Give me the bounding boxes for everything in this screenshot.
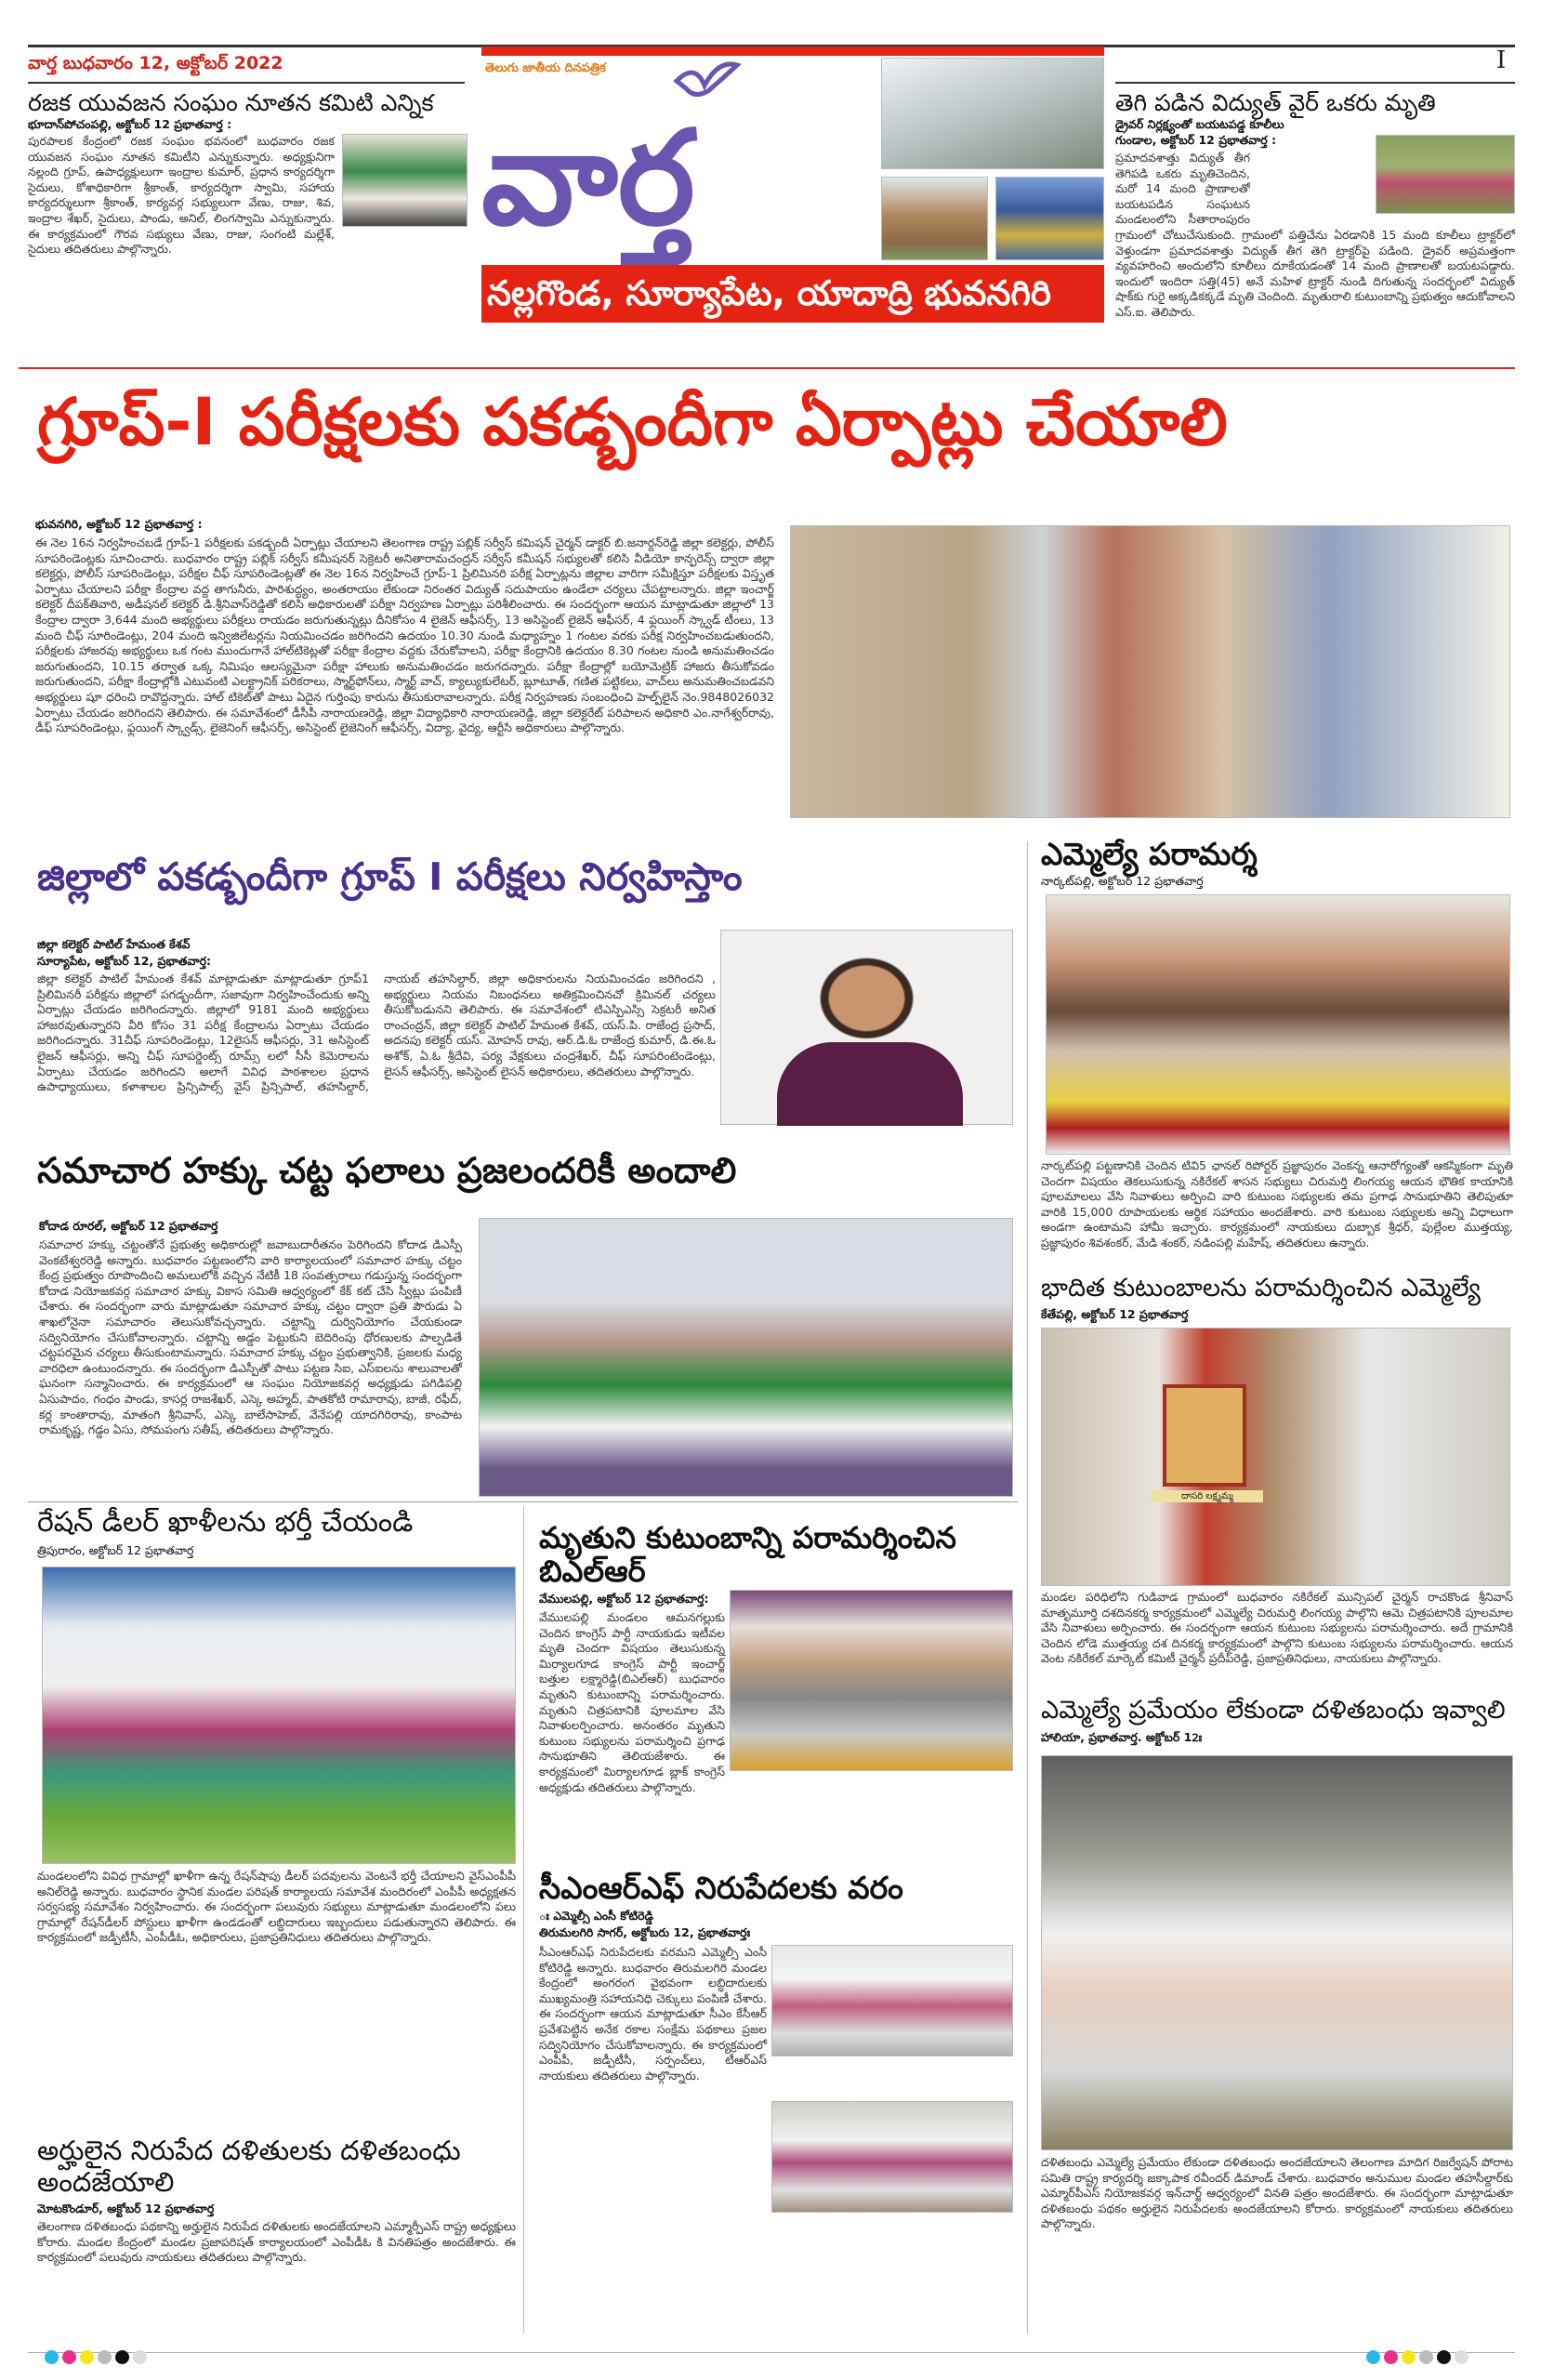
collector-shirt [777, 1042, 963, 1126]
headline: మృతుని కుటుంబాన్ని పరామర్శించిన బిఎల్ఆర్ [539, 1520, 956, 1589]
light-dot-icon [1455, 2350, 1468, 2364]
subheadline: ః ఎమ్మెల్సీ ఎంసీ కోటిరెడ్డి [539, 1909, 653, 1923]
article-body: పురపాలక కేంద్రంలో రజక సంఘం భవనంలో బుధవారం రజక యువజన సంఘం నూతన కమిటీని ఎన్నుకున్నారు. అధ్యక్షునిగా నల్లంది గ్రూప్, ఉపాధ్యక్షులుగా ఇంద్రాల కుమార్, ప్రధాన కార్యదర్శిగా సైదులు, కోశాధికారిగా శ్రీకాంత్, కార్యదర్శిగా స్వామి, సహాయ కార్యదర్శులుగా శ్రీకాంత్, కార్యవర్గ సభ్యులుగా వేణు, రాజు, శివ, ఇంద్రాల శేఖర్, సైదులు, పాండు, అనిల్, లింగస్వామి ఎన్నుకున్నారు. ఈ కార్యక్రమంలో గౌరవ సభ్యులు వేణు, రాజు, సంగంటి మల్లేశ్, సైదులు తదితరులు పాల్గొన్నారు. [28, 134, 335, 257]
rajaka-photo [342, 134, 468, 227]
article-text: ప్రమాదవశాత్తు విద్యుత్ తీగ తెగిపడి ఒకరు మృతిచెందిన, మరో 14 మంది ప్రాణాలతో బయటపడిన సంఘటన మండలంలోని సీతారాంపురం గ్రామంలో చోటుచేసుకుంది. గ్రామంలో పత్తిచేను ఏరడానికి 15 మంది కూలీలు ట్రాక్టర్‌లో వెళ్తుండగా ప్రమాదవశాత్తు విద్యుత్ తీగ తెగి ట్రాక్టర్‌పై పడింది. డ్రైవర్ అప్రమత్తంగా వ్యవహరించి అందులోని కూలీలు దూకేయడంతో 14 మంది ప్రాణాలతో బయటపడ్డారు. ఇందులో ఇందిరా సత్తి(45) అనే మహిళ ట్రాక్టర్ నుండి దిగుతున్న సందర్భంలో విద్యుత్ షాక్‌కు గురై అక్కడికక్కడే మృతి చెందింది. మృతురాలి కుటుంబాన్ని ప్రభుత్వం ఆదుకోవాలని ఎస్.ఐ. తెలిపారు. [1115, 151, 1515, 319]
temple-photo [881, 177, 988, 260]
collector-photo [720, 930, 1013, 1125]
yellow-dot-icon [80, 2350, 94, 2364]
bottom-rule [28, 2352, 1515, 2353]
section-rule [19, 367, 1515, 369]
headline: తెగి పడిన విద్యుత్ వైర్ ఒకరు మృతి [1115, 89, 1436, 116]
page-number: I [1496, 46, 1507, 74]
grey-dot-icon [1419, 2350, 1433, 2364]
rule [28, 1501, 1018, 1502]
article-body: నార్కట్‌పల్లి పట్టణానికి చెందిన టివి5 ఛానల్ రిపోర్టర్ ప్రజ్ఞాపురం వెంకన్న ఆనారోగ్యంతో ఆకస్మికంగా మృతి చెందగా విషయం తెకలుసుకున్న నకిరేకల్ శాసన సభ్యులు చిరుమర్తి లింగయ్య ఆయన భౌతిక కాయానికి పూలమాలలు వేసి నివాళులు అర్పించి వారి కుటుంబ సభ్యులకు తమ ప్రగాఢ సానుభూతిని తెలిపుతూ వారికి 15,000 రూపాయలకు ఆర్థిక సహాయం అందజేశారు. వారి కుటుంబ సభ్యులకు అన్ని విధాలుగా అండగా ఉంటామని హామీ ఇచ్చారు. కార్యక్రమంలో నాయకులు దుబ్బాక శ్రీధర్, పుల్లేంల ముత్తయ్య, ప్రజ్ఞాపురం శివశంకర్, మేడి శంకర్, నడింపల్లి మహేష్, తదితరులు ఉన్నారు. [1041, 1158, 1513, 1250]
color-registration-left [45, 2350, 151, 2368]
yellow-dot-icon [1402, 2350, 1416, 2364]
article-body: మండలంలోని వివిధ గ్రామాల్లో ఖాళీగా ఉన్న రేషన్‌షాపు డీలర్ పదవులను వెంటనే భర్తీ చేయాలని వైస్‌ఎంపీపీ అనిల్‌రెడ్డి అన్నారు. బుధవారం స్థానిక మండల పరిషత్ కార్యాలయ సమావేశ మందిరంలో ఎంపీపీ అధ్యక్షతన సర్వసభ్య సమావేశం నిర్వహించారు. ఈ సందర్భంగా పలువురు సభ్యులు మాట్లాడుతూ మండలంలోని పలు గ్రామాల్లో రేషన్‌డీలర్ పోస్టులు ఖాళీగా ఉండడంతో లబ్ధిదారులు ఇబ్బందులు పడుతున్నారని తెలిపారు. ఈ కార్యక్రమంలో జడ్పీటీసీ, ఎంపీడీఓ, అధికారులు, ప్రజాప్రతినిధులు తదితరులు పాల్గొన్నారు. [37, 1869, 516, 1945]
mandal-meeting-photo [42, 1567, 516, 1864]
memorial-photo [1041, 1328, 1510, 1586]
headline: భాదిత కుటుంబాలను పరామర్శించిన ఎమ్మెల్యే [1041, 1274, 1481, 1302]
headline: జిల్లాలో పకడ్బందీగా గ్రూప్ I పరీక్షలు నిర్వహిస్తాం [37, 854, 743, 899]
light-dot-icon [133, 2350, 147, 2364]
dateline: సూర్యాపేట, అక్టోబర్ 12, ప్రభాతవార్త: [37, 954, 212, 968]
video-conference-photo [790, 525, 1510, 818]
subheadline: డ్రైవర్ నిర్లక్ష్యంతో బయటపడ్డ కూలీలు [1115, 117, 1284, 131]
headline: రేషన్ డీలర్ ఖాళీలను భర్తీ చేయండి [37, 1506, 414, 1539]
rti-felicitation-photo [479, 1218, 1013, 1497]
article-body: జిల్లా కలెక్టర్ పాటిల్ హేమంత కేశవ్ మాట్లాడుతూ మాట్లాడుతూ గ్రూప్1 ప్రిలిమినరీ పరీక్షను జిల్లాలో పగడ్బందీగా, సజావుగా నిర్వహించేందుకు అన్ని ఏర్పాట్లు చేయడం జరిగిందన్నారు. జిల్లాలో 9181 మంది అభ్యర్థులు హాజరవుతున్నారని వీరి కోసం 31 పరీక్ష కేంద్రాలను ఏర్పాటు చేయడం జరిగిందన్నారు. 31చీఫ్ సూపరిండెంట్లు, 12లైసన్ ఆఫీసర్లు, 31 అసిస్టెంట్ లైజన్ ఆఫీసర్లు, అన్ని చీఫ్ సూపర్డెంట్స్ రూమ్స్ లలో సీసీ కెమెరాలను ఏర్పాటు చేయడం జరిగిందని అలాగే వివిధ పాఠశాలల ప్రధాన ఉపాధ్యాయులు, కళాశాలల ప్రిన్సిపాల్స్ వైస్ ప్రిన్సిపాల్, తహసిల్దార్, నాయబ్ తహసిల్దార్, జిల్లా అధికారులను నియమించడం జరిగిందని , అభ్యర్థులు నియమ నిబంధనలు అతిక్రమించినచో క్రిమినల్ చర్యలు తీసుకోబడునని తెలిపారు. ఈ సమావేశంలో టిఎస్పిఎస్సి సెక్రటరీ అనిత రాంచంద్రన్, జిల్లా కలెక్టర్ పాటిల్ హేమంత కేశవ్, యస్.పి. రాజేంద్ర ప్రసాద్, అదనపు కలెక్టర్ యస్. మోహన్ రావు, ఆర్.డి.ఓ రాజేంద్ర కుమార్, డి.ఈ.ఓ అశోక్, ఏ.ఓ శ్రీదేవి, పర్య వేక్షకులు చంద్రశేఖర్, చీఫ్ సూపరింటెండెంట్లు, లైసన్ ఆఫీసర్స్, అసిస్టెంట్ లైసన్ అధికారులు, తదితరులు పాల్గొన్నారు. [37, 972, 716, 1094]
masthead-top-bar [481, 46, 1104, 56]
lead-headline: గ్రూప్-I పరీక్షలకు పకడ్బందీగా ఏర్పాట్లు చేయాలి [37, 384, 1228, 460]
headline: సమాచార హక్కు చట్ట ఫలాలు ప్రజలందరికీ అందాలి [37, 1150, 737, 1191]
dateline: భువనగిరి, అక్టోబర్ 12 ప్రభాతవార్త : [35, 517, 203, 531]
yadadri-photo [995, 177, 1104, 260]
article-text: సీఎంఆర్ఎఫ్ నిరుపేదలకు వరమని ఎమ్మెల్సీ ఎంసీ కోటిరెడ్డి అన్నారు. బుధవారం తిరుమలగిరి మండల కేంద్రంలో అంగరంగ వైభవంగా లబ్ధిదారులకు ముఖ్యమంత్రి సహాయనిధి చెక్కులు పంపిణీ చేశారు. ఈ సందర్భంగా ఆయన మాట్లాడుతూ సీఎం కేసీఆర్ ప్రవేశపెట్టిన అనేక రకాల సంక్షేమ పథకాలు ప్రజల సద్వినియోగం చేసుకోవాలన్నారు. ఈ కార్యక్రమంలో ఎంపీపీ, జడ్పీటీసీ, సర్పంచ్‌లు, టీఆర్ఎస్ నాయకులు తదితరులు పాల్గొన్నారు. [539, 1945, 767, 2082]
dateline: భూదాన్‌పోచంపల్లి, అక్టోబర్ 12 ప్రభాతవార్త : [28, 117, 232, 131]
magenta-dot-icon [62, 2350, 76, 2364]
headline: అర్హులైన నిరుపేద దళితులకు దళితబంధు అందజేయాలి [37, 2135, 461, 2198]
float-spacer [725, 1610, 1013, 1774]
dateline: కేతేపల్లి, అక్టోబర్ 12 ప్రభాతవార్త [1041, 1307, 1189, 1321]
article-body [539, 1945, 1013, 2326]
dateline: నార్కట్‌పల్లి, అక్టోబర్ 12 ప్రభాతవార్త [1041, 874, 1204, 888]
lead-article-body: ఈ నెల 16న నిర్వహించబడే గ్రూప్-1 పరీక్షలకు పకడ్బందీ ఏర్పాట్లు చేయాలని తెలంగాణ రాష్ట్ర పబ్లిక్ సర్వీస్ కమిషన్ చైర్మన్ డాక్టర్ బి.జనార్దన్‌రెడ్డి జిల్లా కలెక్టర్లు, పోలీస్ సూపరిండెంట్లకు సూచించారు. బుధవారం రాష్ట్ర పబ్లిక్ సర్వీస్ కమీషనర్ సెక్రెటరీ అనితారామచంద్రన్ సర్వీస్ కమీషన్ సభ్యులతో కలిసి వీడియో కాన్ఫరెన్స్ ద్వారా జిల్లా కలెక్టర్లు, పోలీస్ సూపరిండెంట్లు, పరీక్షల చీఫ్ సూపరిండెంట్లతో ఈ నెల 16న నిర్వహించే గ్రూప్-1 ప్రిలిమినరి పరీక్ష ఏర్పాట్లను జిల్లాల వారిగా సమీక్షిస్తూ పరీక్షలకు విస్తృత ఏర్పాటు చేయాలని పరీక్షా కేంద్రాల వద్ద తాగునీరు, పారిశుద్ధ్యం, అంతరాయం లేకుండా నిరంతర విద్యుత్ సదుపాయం ఉండేలా చర్యలు చేపట్టాలన్నారు. జిల్లా ఇంచార్జ్ కలెక్టర్ దీపక్‌తివారి, అడీషనల్ కలెక్టర్ డి.శ్రీనివాస్‌రెడ్డితో కలిసి అధికారులతో పరీక్షా నిర్వహణ ఏర్పాట్లు పరిశీలించారు. ఈ సందర్భంగా ఆయన మాట్లాడుతూ జిల్లాలో 13 కేంద్రాల ద్వారా 3,644 మంది అభ్యర్థులు పరీక్షలు రాయడం జరుగుతున్నట్లు దీనికోసం 4 లైజెన్ ఆఫీసర్స్, 13 అసిస్టెంట్ లైజెన్ ఆఫీసర్, 4 ఫ్లయింగ్ స్క్వాడ్ టీంలు, 13 మంది చీఫ్ సూరిండెంట్లు, 204 మంది ఇన్విజిలేటర్లను నియమించడం జరిగిందని ఉదయం 10.30 నుండి మధ్యాహ్నం 1 గంటల వరకు పరీక్ష నిర్వహించబడుతుందని, పరీక్షలకు హాజరవు అభ్యర్థులు ఒక గంట ముందుగానే హాల్‌టికెట్లతో పరీక్షా కేంద్రాల వద్దకు చేరుకోవాలని, పరీక్షా కేంద్రానికి ఉదయం 8.30 గంటల నుండి అనుమతించడం జరుగుతుందని, 10.15 తర్వాత ఒక్క నిమిషం ఆలస్యమైనా పరీక్షా హాలుకు అనుమతించడం జరుగదన్నారు. పరీక్షా కేంద్రాల్లో బయోమెట్రిక్ హాజరు తీసుకోవడం జరుగుతుందని, పరీక్షా కేంద్రాల్లోకి ఎటువంటి ఎలక్ట్రానిక్ పరికరాలు, స్మార్ట్‌ఫోన్‌లు, స్మార్ట్ వాచ్, క్యాల్యుకులేటర్, బ్లూటూత్, గణిత పట్టికలు, వాచ్‌లు అనుమతించబడవని అభ్యర్థులు షూ ధరించి రావొద్దన్నారు. హాల్ టికెట్‌తో పాటు ఏదైన గుర్తింపు కారును తీసుకురావాలన్నారు. పరీక్ష నిర్వహణకు సంబంధించి హెల్ప్‌లైన్ నెం.9848026032 ఏర్పాటు చేయడం జరిగిందని తెలిపారు. ఈ సమావేశంలో డీసీపీ నారాయణరెడ్డి, జిల్లా విద్యాధికారి నారాయణరెడ్డి, జిల్లా కలెక్టరేట్ పరిపాలన అధికారి ఎం.నాగేశ్వర్‌రావు, డీఫ్ సూపరిండెంట్లు, ఫ్లయింగ్ స్క్వాడ్స్, లైజెనింగ్ ఆఫీసర్స్, అసిస్టెంట్ లైజెనింగ్ ఆఫీసర్స్, విద్యా, వైద్య, ఆర్టీసి అధికారులు పాల్గొన్నారు. [35, 536, 774, 735]
headline: సీఎంఆర్ఎఫ్ నిరుపేదలకు వరం [539, 1870, 903, 1906]
column-rule [523, 1506, 524, 2334]
color-registration-right [1366, 2350, 1472, 2368]
headline: ఎమ్మెల్యే ప్రమేయం లేకుండా దళితబంధు ఇవ్వాలి [1041, 1696, 1506, 1725]
headline: రజక యువజన సంఘం నూతన కమిటి ఎన్నిక [28, 89, 434, 116]
dateline: హాలియా, ప్రభాతవార్త. అక్టోబర్ 12ః [1041, 1730, 1203, 1744]
black-dot-icon [1437, 2350, 1451, 2364]
article-body [539, 1610, 1013, 1859]
dateline: మోటకొండూర్, అక్టోబర్ 12 ప్రభాతవార్త [37, 2202, 215, 2215]
magenta-dot-icon [1384, 2350, 1398, 2364]
date-line: వార్త బుధవారం 12, అక్టోబర్ 2022 [28, 53, 283, 73]
dateline: తిరుమలగిరి సాగర్, అక్టోబరు 12, ప్రభాతవార్తః [539, 1925, 751, 1939]
districts-banner: నల్లగొండ, సూర్యాపేట, యాదాద్రి భువనగిరి [481, 265, 1104, 323]
cyan-dot-icon [45, 2350, 59, 2364]
article-body: మండల పరిధిలోని గుడివాడ గ్రామంలో బుధవారం నకిరేకల్ మున్సిపల్ చైర్మన్ రాచకొండ శ్రీనివాస్ మాతృమూర్తి దశదినకర్మ కార్యక్రమంలో ఎమ్మెల్యే చిరుమర్తి లింగయ్య పాల్గొని ఆమె చిత్రపటానికి పూలమాల వేసి నివాళులు అర్పించారు. ఈ సందర్భంగా ఆయన కుటుంబ సభ్యులను పరామర్శించారు. అదే గ్రామానికి చెందిన లోడె ముత్తయ్య దశ దినకర్మ కార్యక్రమంలో పాల్గొని కుటుంబ సభ్యులను పరామర్శించారు. ఆయన వెంట నకిరేకల్ మార్కెట్ కమిటీ చైర్మన్ ప్రదీప్‌రెడ్డి, ప్రజాప్రతినిధులు, నాయకులు పాల్గొన్నారు. [1041, 1590, 1513, 1666]
black-dot-icon [115, 2350, 129, 2364]
portrait-caption: దాసరి లక్ష్మమ్మ [1152, 1490, 1263, 1502]
float-spacer [1250, 151, 1515, 218]
rule [1115, 82, 1515, 84]
dateline: వేములపల్లి, అక్టోబర్ 12 ప్రభాతవార్త: [539, 1592, 709, 1606]
article-text: వేములపల్లి మండలం ఆమనగల్లుకు చెందిన కాంగ్రెస్ పార్టీ నాయకుడు ఇటీవల మృతి చెందగా విషయం తెలుసుకున్న మిర్యాలగూడ కాంగ్రెస్ పార్టీ ఇంచార్జ్ బత్తుల లక్ష్మారెడ్డి(బిఎల్ఆర్) బుధవారం మృతుని కుటుంబాన్ని పరామర్శించారు. మృతుని చిత్రపటానికి పూలమాల వేసి నివాళులర్పించారు. అనంతరం మృతుని కుటుంబ సభ్యులను పరామర్శించి ప్రగాఢ సానుభూతిని తెలియజేశారు. ఈ కార్యక్రమంలో మిర్యాలగూడ బ్లాక్ కాంగ్రెస్ అధ్యక్షుడు తదితరులు పాల్గొన్నారు. [539, 1610, 725, 1794]
cyan-dot-icon [1366, 2350, 1380, 2364]
dateline: గుండాల, అక్టోబర్ 12 ప్రభాతవార్త : [1115, 133, 1277, 147]
masthead-tagline: తెలుగు జాతీయ దినపత్రిక [485, 61, 606, 75]
memorandum-photo [1041, 1755, 1513, 2150]
masthead-logo: వార్త [481, 103, 695, 255]
dam-photo [881, 58, 1104, 169]
masthead [481, 46, 1104, 325]
article-body: దళితబంధు ఎమ్మెల్యే ప్రమేయం లేకుండా దళితబంధు అందజేయాలని తెలంగాణ మాదిగ రిజర్వేషన్ పోరాట సమితి రాష్ట్ర కార్యదర్శి జక్కాపాక రవీందర్ డిమాండ్ చేశారు. బుధవారం అనుముల మండల తహసీల్దార్‌కు ఎమ్మార్‌పీఎస్ నియోజకవర్గ ఇన్‌చార్జ్ ఆధ్వర్యంలో వినతి పత్రం అందజేశారు. ఈ సందర్భంగా మాట్లాడుతూ దళితబంధు పథకం అర్హులైన నిరుపేదలకు అందజేయాలని కోరారు. కార్యక్రమంలో నాయకులు తదితరులు పాల్గొన్నారు. [1041, 2155, 1513, 2231]
tribute-photo [1046, 894, 1510, 1155]
dove-logo-icon [667, 58, 742, 104]
column-rule [1027, 841, 1028, 2334]
article-body [1115, 151, 1515, 360]
rule [28, 82, 465, 84]
portrait-frame [1163, 1384, 1246, 1487]
headline: ఎమ్మెల్యే పరామర్శ [1041, 836, 1258, 872]
float-spacer [767, 1945, 1013, 2215]
grey-dot-icon [98, 2350, 112, 2364]
byline: జిల్లా కలెక్టర్ పాటిల్ హేమంత కేశవ్ [37, 937, 191, 951]
article-body: తెలంగాణ దళితబంధు పథకాన్ని అర్హులైన నిరుపేద దళితులకు అందజేయాలని ఎమ్మార్పీఎస్ రాష్ట్ర అధ్యక్షులు కోరారు. మండల కేంద్రంలో మండల ప్రజాపరిషత్ కార్యాలయంలో ఎంపీడీఓ కి వినతిపత్రం అందజేశారు. ఈ కార్యక్రమంలో పలువురు నాయకులు తదితరులు పాల్గొన్నారు. [37, 2219, 516, 2265]
article-body: సమాచార హక్కు చట్టంతోనే ప్రభుత్వ అధికారుల్లో జవాబుదారీతనం పెరిగిందని కోదాడ డిఎస్పీ వెంకటేశ్వరరెడ్డి అన్నారు. బుధవారం పట్టణంలోని వారి కార్యాలయంలో సమాచార హక్కు చట్టం కేంద్ర ప్రభుత్వం రూపొందించి అమలులోకి వచ్చిన నేటికీ 18 సంవత్సరాలు గడుస్తున్న సందర్భంగా కోదాడ నియోజకవర్గ సమాచార హక్కు వికాస సమితి ఆధ్వర్యంలో కేక్ కట్ చేసి స్వీట్లు పంపిణీ చేశారు. ఈ సందర్భంగా వారు మాట్లాడుతూ సమాచార హక్కు చట్టం ద్వారా ప్రతి పౌరుడు ఏ శాఖలోనైనా సమాచారం తెలుసుకోవచ్చన్నారు. చట్టాన్ని దుర్వినియోగం చేయకుండా సద్వినియోగం చేసుకోవాలన్నారు. చట్టాన్ని అడ్డం పెట్టుకుని బెదిరింపు ధోరణులకు పాల్పడితే చట్టపరమైన చర్యలు తీసుకుంటామన్నారు. సమాచార హక్కు చట్టం ప్రభుత్వానికి, ప్రజలకు మధ్య వారధిలా ఉంటుందన్నారు. ఈ సందర్భంగా డిఎస్పీతో పాటు పట్టణ సిఐ, ఎస్ఐలను శాలువాలతో ఘనంగా సన్మానించారు. ఈ కార్యక్రమంలో ఆ సంఘం నియోజకవర్గ అధ్యక్షుడు పగిడిపల్లి ఏసుపాదం, గంధం పాండు, కాసర్ల రాజశేఖర్, ఎస్కె అహ్మద్, పాతకోటి రామారావు, బాజీ, రఫీద్, కర్ల కాంతారావు, మాతంగి శ్రీనివాస్, ఎస్కె బాలేసాహెబ్, వేనేపల్లి యాదగిరిరావు, కాంపాట రామకృష్ణ, గడ్డం ఏసు, సోమపంగు సతీష్, తదితరులు పాల్గొన్నారు. [39, 1237, 462, 1437]
dateline: త్రిపురారం, అక్టోబర్ 12 ప్రభాతవార్త [37, 1543, 194, 1557]
dateline: కోదాడ రూరల్, అక్టోబర్ 12 ప్రభాతవార్త [39, 1219, 218, 1233]
